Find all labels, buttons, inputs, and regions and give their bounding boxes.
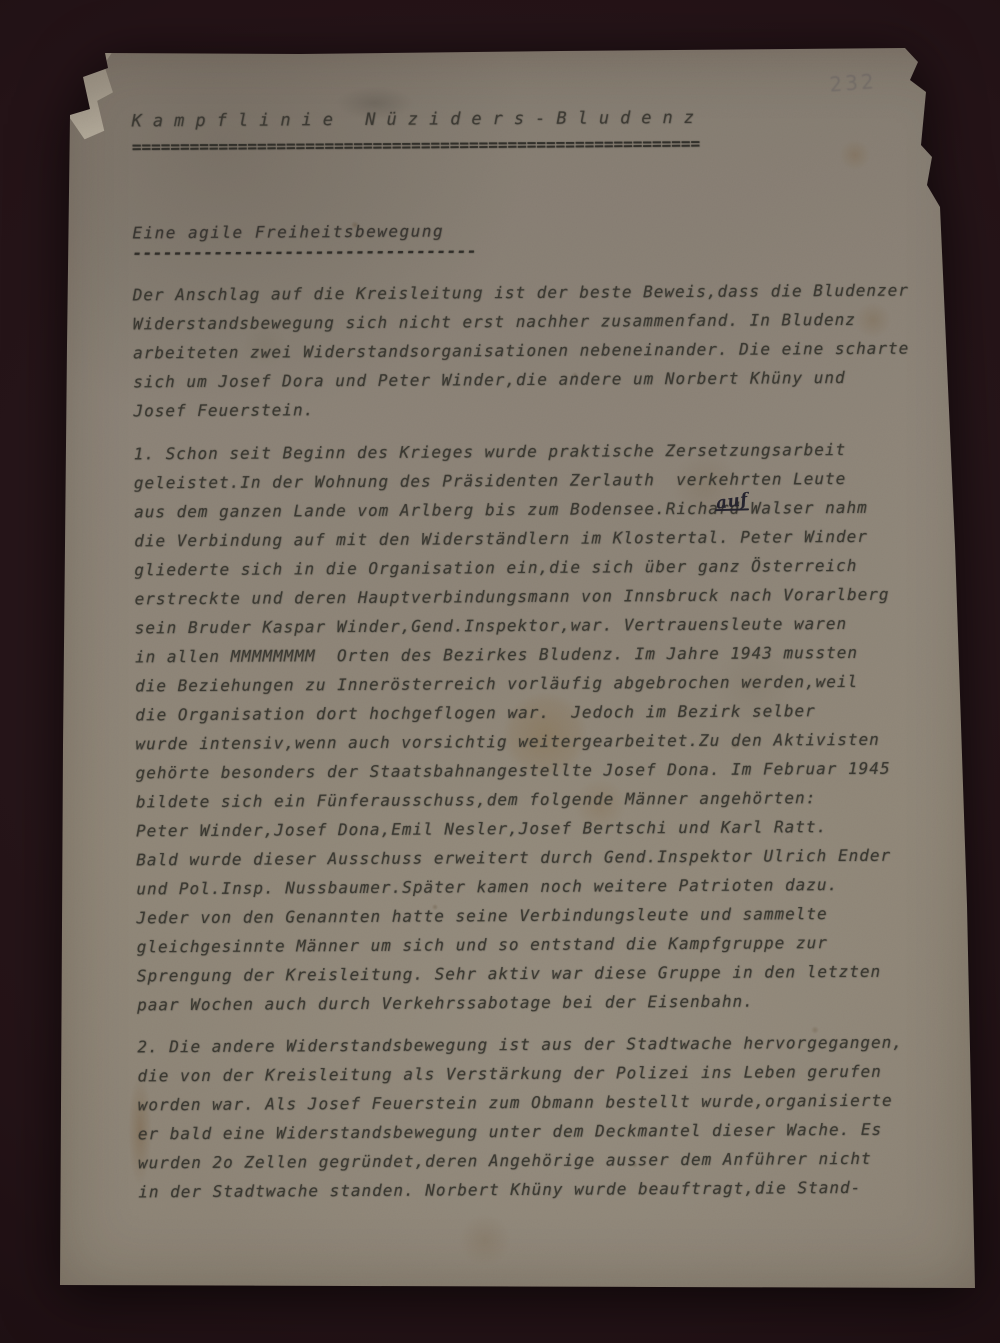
document-page-wrap [55,45,980,1293]
document-page [55,45,980,1293]
paper-grain-texture [55,45,980,1293]
